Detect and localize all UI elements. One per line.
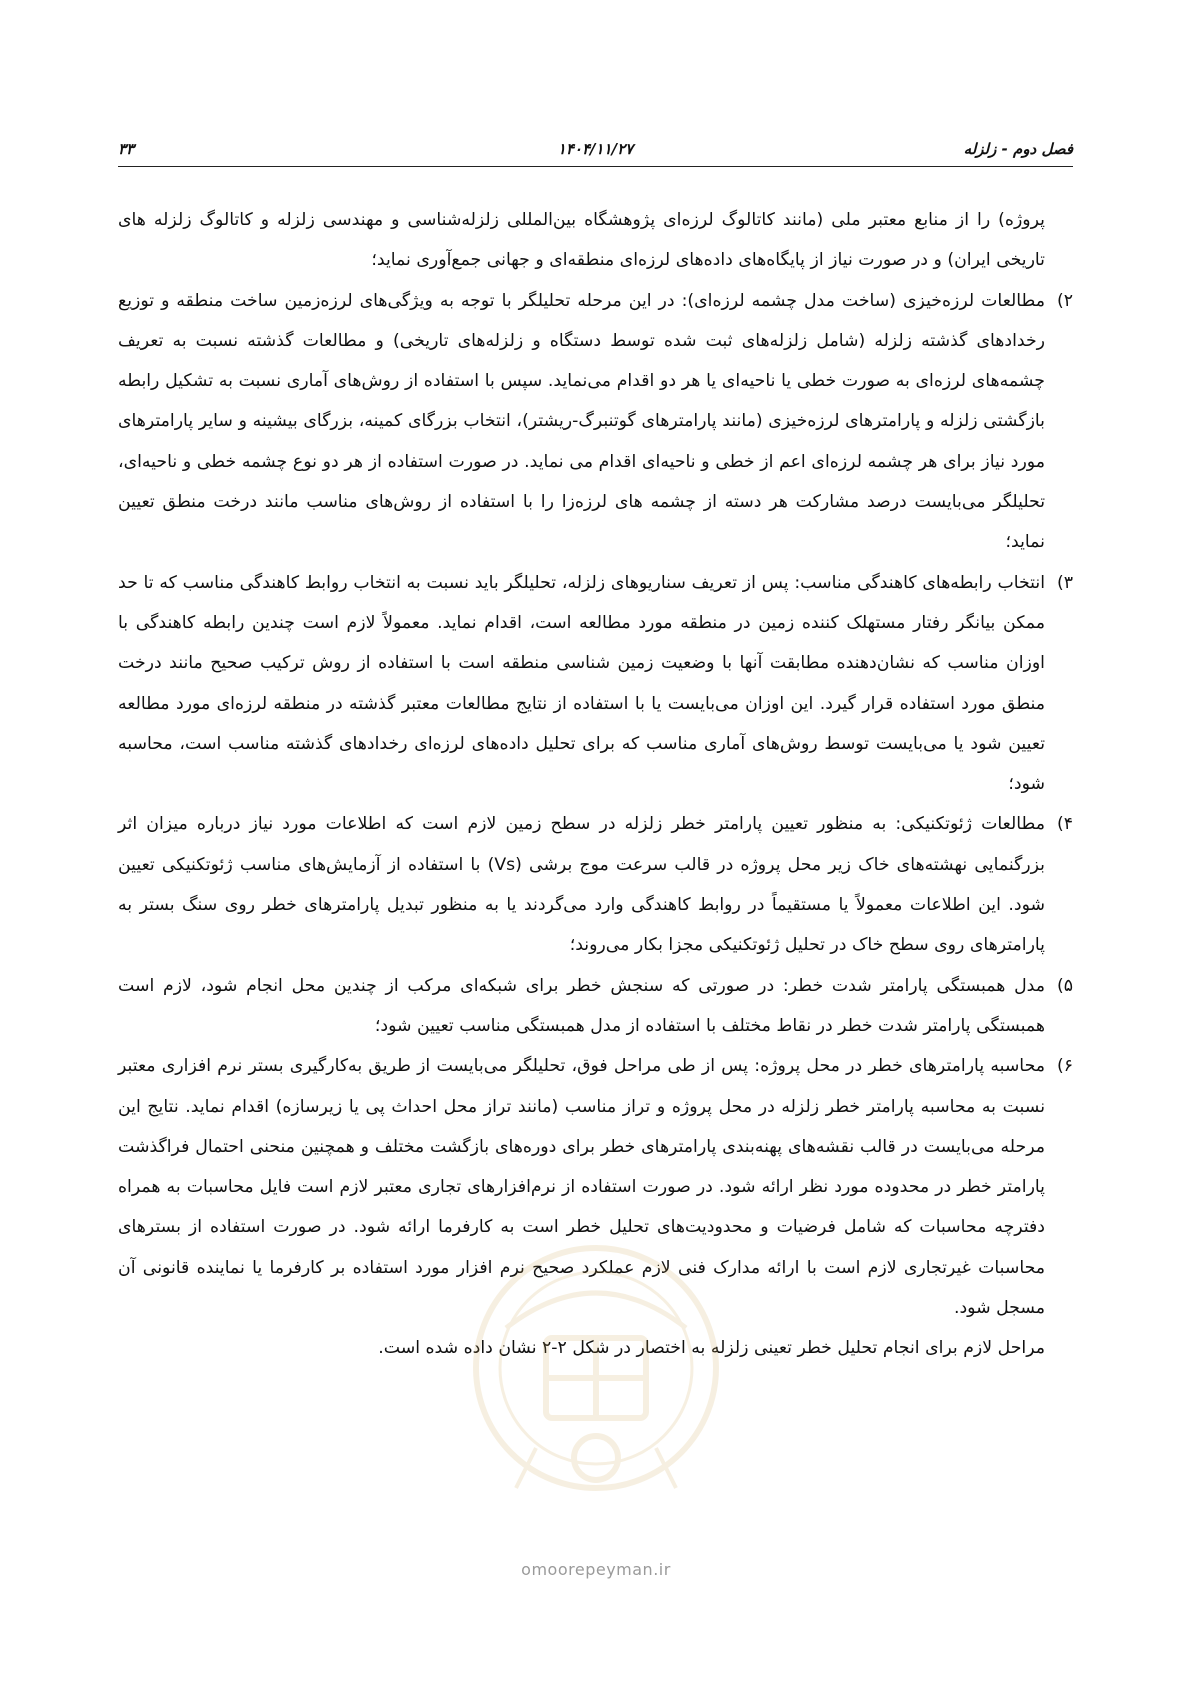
list-item-number: ۴) — [1056, 814, 1073, 835]
page-header — [118, 136, 1073, 166]
paragraph-continuation: پروژه) را از منابع معتبر ملی (مانند کاتالوگ لرزه‌ای پژوهشگاه بین‌المللی زلزله‌شناسی و مهندسی زلزله و کاتالوگ زلزله های تاریخی ایران) و در صورت نیاز از پایگاه‌های داده‌های لرزه‌ای منطقه‌ای و جهانی جمع‌آوری نماید؛ — [118, 210, 1045, 271]
list-item-text: مدل همبستگی پارامتر شدت خطر: در صورتی که سنجش خطر برای شبکه‌ای مرکب از چندین محل انجام شود، لازم است همبستگی پارامتر شدت خطر در نقاط مختلف با استفاده از مدل همبستگی مناسب تعیین شود؛ — [118, 975, 1045, 1036]
list-item — [118, 281, 1073, 563]
chapter-title: فصل دوم - زلزله — [963, 140, 1073, 158]
closing-paragraph: مراحل لازم برای انجام تحلیل خطر تعینی زلزله به اختصار در شکل ۲-۲ نشان داده شده است. — [378, 1338, 1045, 1359]
list-item — [118, 563, 1073, 805]
header-date: ۱۴۰۴/۱۱/۲۷ — [557, 140, 634, 158]
watermark-site: omoorepeyman.ir — [521, 1560, 671, 1579]
list-item — [118, 804, 1073, 965]
seal-logo-icon — [446, 1218, 746, 1558]
list-item-number: ۶) — [1056, 1056, 1073, 1077]
page-number: ۳۳ — [118, 140, 135, 158]
body-text — [118, 200, 1073, 1369]
list-item-text: انتخاب رابطه‌های کاهندگی مناسب: پس از تعریف سناریوهای زلزله، تحلیلگر باید نسبت به انتخاب روابط کاهندگی مناسب که تا حد ممکن بیانگر رفتار مستهلک کننده زمین در منطقه مورد مطالعه است، اقدام نماید. معمولاً لازم است چندین رابطه کاهندگی با اوزان مناسب که نشان‌دهنده مطابقت آنها با وضعیت زمین شناسی منطقه است با استفاده از روش ترکیب صحیح مانند درخت منطق مورد استفاده قرار گیرد. این اوزان می‌بایست یا با استفاده از نتایج مطالعات معتبر گذشته در منطقه لرزه‌ای مورد مطالعه تعیین شود یا می‌بایست توسط روش‌های آماری مناسب که برای تحلیل داده‌های لرزه‌ای رخدادهای گذشته مناسب است، محاسبه شود؛ — [118, 572, 1045, 795]
header-rule — [118, 166, 1073, 167]
list-item-text: محاسبه پارامترهای خطر در محل پروژه: پس از طی مراحل فوق، تحلیلگر می‌بایست از طریق به‌کارگیری بستر نرم افزاری معتبر نسبت به محاسبه پارامتر خطر زلزله در محل پروژه و تراز مناسب (مانند تراز محل احداث پی یا زیرسازه) اقدام نماید. نتایج این مرحله می‌بایست در قالب نقشه‌های پهنه‌بندی پارامترهای خطر برای دوره‌های بازگشت مختلف و همچنین منحنی احتمال فراگذشت پارامتر خطر در محدوده مورد نظر ارائه شود. در صورت استفاده از نرم‌افزارهای تجاری معتبر لازم است فایل محاسبات به همراه دفترچه محاسبات که شامل فرضیات و محدودیت‌های تحلیل خطر است به کارفرما ارائه شود. در صورت استفاده از بسترهای محاسبات غیرتجاری لازم است با ارائه مدارک فنی لازم عملکرد صحیح نرم افزار مورد استفاده بر کارفرما یا نماینده قانونی آن مسجل شود. — [118, 1056, 1045, 1319]
list-item-number: ۵) — [1056, 975, 1073, 996]
list-item-text: مطالعات لرزه‌خیزی (ساخت مدل چشمه لرزه‌ای): در این مرحله تحلیلگر با توجه به ویژگی‌های لرزه‌زمین ساخت منطقه و توزیع رخدادهای گذشته زلزله (شامل زلزله‌های ثبت شده توسط دستگاه و زلزله‌های تاریخی) و مطالعات گذشته نسبت به تعریف چشمه‌های لرزه‌ای به صورت خطی یا ناحیه‌ای یا هر دو اقدام می‌نماید. سپس با استفاده از روش‌های آماری نسبت به تشکیل رابطه بازگشتی زلزله و پارامترهای لرزه‌خیزی (مانند پارامترهای گوتنبرگ-ریشتر)، انتخاب بزرگای کمینه، بزرگای بیشینه و سایر پارامترهای مورد نیاز برای هر چشمه لرزه‌ای اعم از خطی و ناحیه‌ای اقدام می نماید. در صورت استفاده از هر دو نوع چشمه خطی و ناحیه‌ای، تحلیلگر می‌بایست درصد مشارکت هر دسته از چشمه های لرزه‌زا را با استفاده از روش‌های مناسب مانند درخت منطق تعیین نماید؛ — [118, 290, 1045, 553]
list-item — [118, 966, 1073, 1047]
list-item-number: ۲) — [1056, 290, 1073, 311]
list-item-text: مطالعات ژئوتکنیکی: به منظور تعیین پارامتر خطر زلزله در سطح زمین لازم است که اطلاعات مورد نیاز درباره میزان اثر بزرگنمایی نهشته‌های خاک زیر محل پروژه در قالب سرعت موج برشی (Vs) با استفاده از آزمایش‌های مناسب ژئوتکنیکی تعیین شود. این اطلاعات معمولاً یا مستقیماً در روابط کاهندگی وارد می‌گردند یا به منظور تبدیل پارامترهای خطر روی سنگ بستر به پارامترهای روی سطح خاک در تحلیل ژئوتکنیکی مجزا بکار می‌روند؛ — [118, 814, 1045, 956]
list-item-number: ۳) — [1056, 572, 1073, 593]
